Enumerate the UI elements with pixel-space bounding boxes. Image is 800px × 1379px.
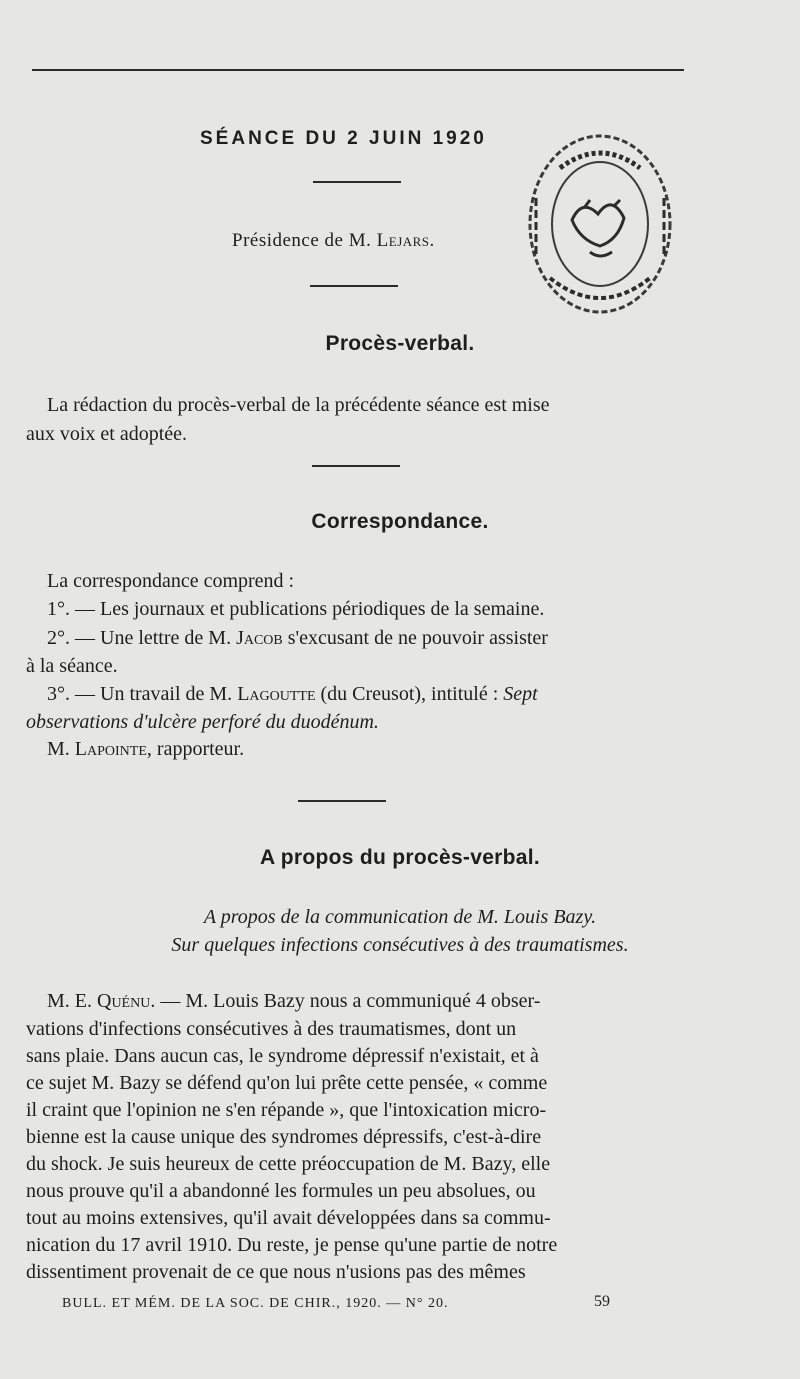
text-line: dissentiment provenait de ce que nous n'usions pas des mêmes — [26, 1261, 526, 1283]
text-line: ce sujet M. Bazy se défend qu'on lui prête cette pensée, « comme — [26, 1072, 548, 1094]
work-title: Sept — [503, 683, 538, 705]
text-line: nous prouve qu'il a abandonné les formules un peu absolues, ou — [26, 1180, 536, 1202]
text-line: vations d'infections consécutives à des traumatismes, dont un — [26, 1018, 517, 1040]
subtitle-line: Sur quelques infections consécutives à des traumatismes. — [171, 934, 629, 956]
separator-rule — [312, 465, 400, 467]
text-line: du shock. Je suis heureux de cette préoccupation de M. Bazy, elle — [26, 1153, 551, 1175]
text: M. E. — [47, 990, 92, 1012]
list-item — [47, 683, 538, 706]
text: rapporteur. — [156, 738, 245, 760]
library-stamp-icon — [520, 128, 682, 320]
presidence-prefix: Présidence de M. — [232, 230, 372, 251]
text: — M. Louis Bazy nous a communiqué 4 obser- — [160, 990, 541, 1012]
separator-rule — [310, 285, 398, 287]
rapporteur-line — [47, 738, 244, 761]
text-line: tout au moins extensives, qu'il avait développées dans sa commu- — [26, 1207, 551, 1229]
separator-rule — [298, 800, 386, 802]
text-line: aux voix et adoptée. — [26, 423, 188, 445]
work-title: observations d'ulcère perforé du duodénum. — [26, 711, 379, 733]
page-number: 59 — [594, 1293, 610, 1310]
seance-title: SÉANCE DU 2 JUIN 1920 — [200, 128, 487, 149]
text-line: La correspondance comprend : — [47, 570, 295, 592]
list-item-text: 2°. — Une lettre de M. — [47, 627, 232, 649]
text-line: à la séance. — [26, 655, 118, 677]
text-line: La rédaction du procès-verbal de la précédente séance est mise — [47, 394, 550, 416]
list-item-text: s'excusant de ne pouvoir assister — [287, 627, 548, 649]
top-rule — [32, 69, 684, 71]
list-item — [47, 627, 548, 650]
person-name: Lagoutte — [237, 683, 316, 705]
subtitle-line: A propos de la communication de M. Louis Bazy. — [203, 906, 597, 928]
person-name: Jacob — [236, 627, 283, 649]
list-item-text: (du Creusot), intitulé : — [320, 683, 499, 705]
proces-verbal-heading: Procès-verbal. — [325, 332, 475, 355]
correspondance-heading: Correspondance. — [311, 510, 489, 533]
text-line: sans plaie. Dans aucun cas, le syndrome dépressif n'existait, et à — [26, 1045, 539, 1067]
person-name: Quénu. — [97, 990, 156, 1012]
text: M. — [47, 738, 70, 760]
paragraph-first-line — [47, 990, 540, 1013]
footer-citation: BULL. ET MÉM. DE LA SOC. DE CHIR., 1920. — N° 20. — [62, 1296, 449, 1311]
text-line: nication du 17 avril 1910. Du reste, je pense qu'une partie de notre — [26, 1234, 558, 1256]
separator-rule — [313, 181, 401, 183]
text-line: il craint que l'opinion ne s'en répande », que l'intoxication micro- — [26, 1099, 547, 1121]
text-line: bienne est la cause unique des syndromes dépressifs, c'est-à-dire — [26, 1126, 542, 1148]
list-item-text: 3°. — Un travail de M. — [47, 683, 233, 705]
presidence-line — [232, 230, 435, 252]
list-item: 1°. — Les journaux et publications périodiques de la semaine. — [47, 598, 545, 620]
president-name: Lejars. — [376, 230, 435, 251]
a-propos-heading: A propos du procès-verbal. — [259, 846, 541, 869]
person-name: Lapointe, — [74, 738, 152, 760]
